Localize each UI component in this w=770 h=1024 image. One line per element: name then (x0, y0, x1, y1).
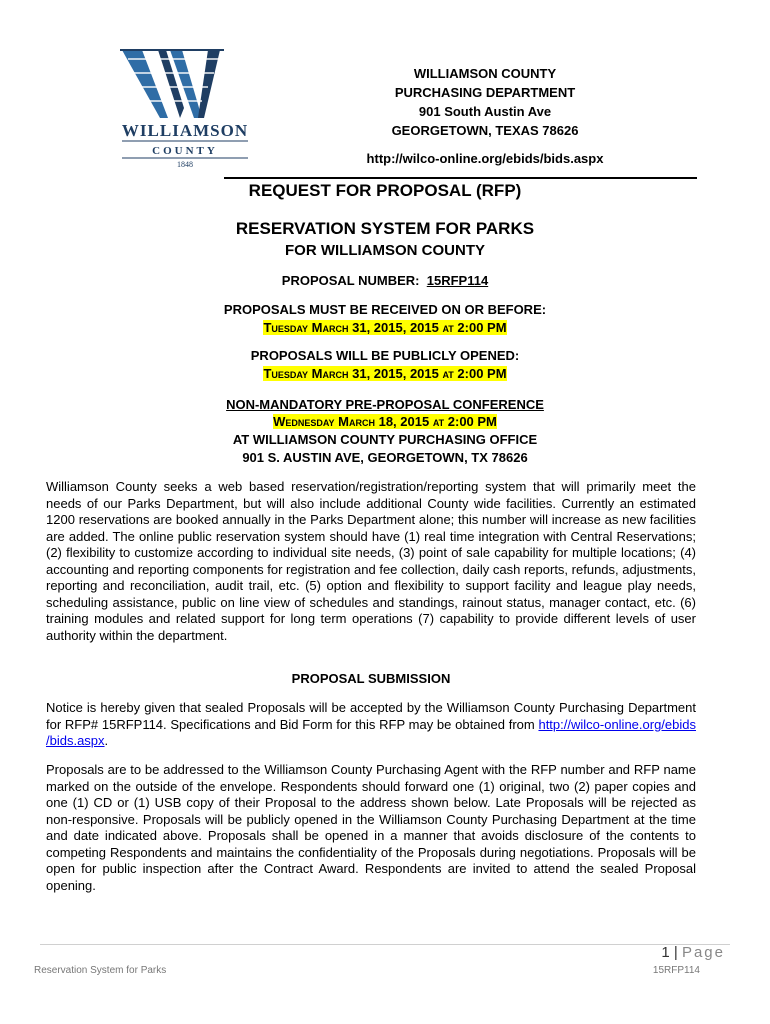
address-paragraph: Proposals are to be addressed to the Williamson County Purchasing Agent with the RFP number and RFP name marked on the outside of the envelope. Respondents should forward one (1) original, two (2) paper copies and one (1) CD or (1) USB copy of their Proposal to the address shown below. Late Proposals will be rejected as non-responsive. Proposals will be publicly opened in the Williamson County Purchasing Department at the time and date indicated above. Proposals shall be opened in a manner that avoids disclosure of the contents to competing Respondents and maintains the confidentiality of the Proposals during negotiations. Proposals will be open for public inspection after the Contract Award. Respondents are invited to attend the sealed Proposal opening. (46, 762, 696, 893)
intro-paragraph: Williamson County seeks a web based reservation/registration/reporting system that will primarily meet the needs of our Parks Department, but will also include additional County wide facilities. Currently an estimated 1200 reservations are booked annually in the Parks Department alone; this number will increase as new facilities are added. The online public reservation system should have (1) real time integration with Central Reservations; (2) flexibility to customize according to individual site needs, (3) point of sale capability for multiple locations; (4) accounting and reporting components for registration and fee collection, daily cash reports, refunds, adjustments, reporting and reconciliation, audit trail, etc. (5) option and flexibility to support facility and league play needs, scheduling assistance, public on line view of schedules and standings, rainout status, manager contact, etc. (6) training modules and related support for long term operations (7) capability to provide different levels of user authority within the department. (46, 479, 696, 643)
logo-w-icon (100, 44, 270, 169)
notice-text: Notice is hereby given that sealed Proposals will be accepted by the Williamson County Purchasing Department for RFP# 15RFP114. Specifications and Bid Form for this RFP may be obtained from (46, 700, 696, 732)
logo-year-text: 1848 (177, 160, 193, 169)
received-date-line (130, 320, 640, 335)
logo-name-text: WILLIAMSON (121, 121, 249, 140)
rfp-subtitle-county: FOR WILLIAMSON COUNTY (285, 242, 485, 259)
header-url: http://wilco-online.org/ebids/bids.aspx (366, 151, 604, 166)
rfp-subtitle: RESERVATION SYSTEM FOR PARKS (235, 219, 535, 238)
opened-date-line (130, 366, 640, 381)
received-date: Tuesday March 31, 2015, 2015 at 2:00 PM (263, 320, 507, 335)
footer-left: Reservation System for Parks (34, 965, 167, 976)
conference-date-line (130, 414, 640, 429)
header-line4: GEORGETOWN, TEXAS 78626 (391, 123, 579, 138)
logo-sub-text: COUNTY (152, 145, 218, 157)
williamson-county-logo (100, 44, 270, 169)
notice-paragraph (46, 700, 696, 750)
conference-place: AT WILLIAMSON COUNTY PURCHASING OFFICE (232, 432, 538, 447)
submission-heading: PROPOSAL SUBMISSION (291, 671, 451, 686)
rfp-title: REQUEST FOR PROPOSAL (RFP) (248, 181, 522, 200)
proposal-number: 15RFP114 (426, 273, 489, 288)
received-label: PROPOSALS MUST BE RECEIVED ON OR BEFORE: (223, 302, 547, 317)
header-line1: WILLIAMSON COUNTY (413, 66, 557, 81)
opened-date: Tuesday March 31, 2015, 2015 at 2:00 PM (263, 366, 507, 381)
bids-link[interactable]: http://wilco-online.org/ebids /bids.aspx (46, 716, 696, 748)
conference-label: NON-MANDATORY PRE-PROPOSAL CONFERENCE (226, 397, 544, 412)
page-separator: | (673, 944, 678, 961)
page-number-block (661, 944, 725, 961)
header-line2: PURCHASING DEPARTMENT (394, 85, 576, 100)
proposal-number-line (130, 273, 640, 288)
proposal-number-label: PROPOSAL NUMBER: (281, 273, 420, 288)
footer-right: 15RFP114 (652, 965, 700, 976)
conference-address: 901 S. AUSTIN AVE, GEORGETOWN, TX 78626 (242, 450, 528, 465)
opened-label: PROPOSALS WILL BE PUBLICLY OPENED: (250, 348, 520, 363)
header-block (300, 64, 670, 168)
page-word: Page (681, 944, 725, 961)
footer-divider (40, 944, 730, 945)
header-line3: 901 South Austin Ave (418, 104, 552, 119)
notice-end: . (104, 733, 109, 748)
header-divider (224, 177, 697, 179)
page-number: 1 (661, 944, 670, 961)
conference-label-line (130, 397, 640, 412)
conference-date: Wednesday March 18, 2015 at 2:00 PM (273, 414, 497, 429)
